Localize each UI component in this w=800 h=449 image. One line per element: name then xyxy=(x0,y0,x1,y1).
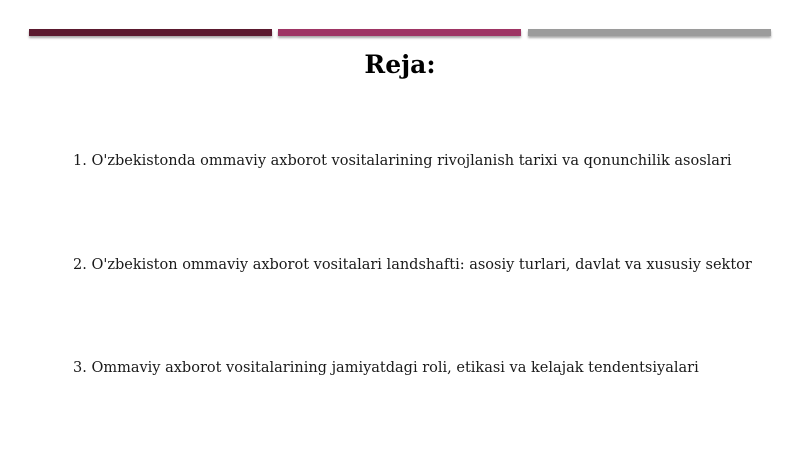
decorative-header-bars xyxy=(29,29,771,38)
header-bar-2 xyxy=(278,29,521,36)
header-bar-3 xyxy=(528,29,771,36)
plan-item-1: 1. O'zbekistonda ommaviy axborot vositalarining rivojlanish tarixi va qonunchilik asoslari xyxy=(73,153,732,169)
header-bar-1 xyxy=(29,29,272,36)
slide-title: Reja: xyxy=(364,50,436,79)
plan-item-2: 2. O'zbekiston ommaviy axborot vositalari landshafti: asosiy turlari, davlat va xususiy sektor xyxy=(73,257,752,273)
plan-item-3: 3. Ommaviy axborot vositalarining jamiyatdagi roli, etikasi va kelajak tendentsiyalari xyxy=(73,360,699,376)
